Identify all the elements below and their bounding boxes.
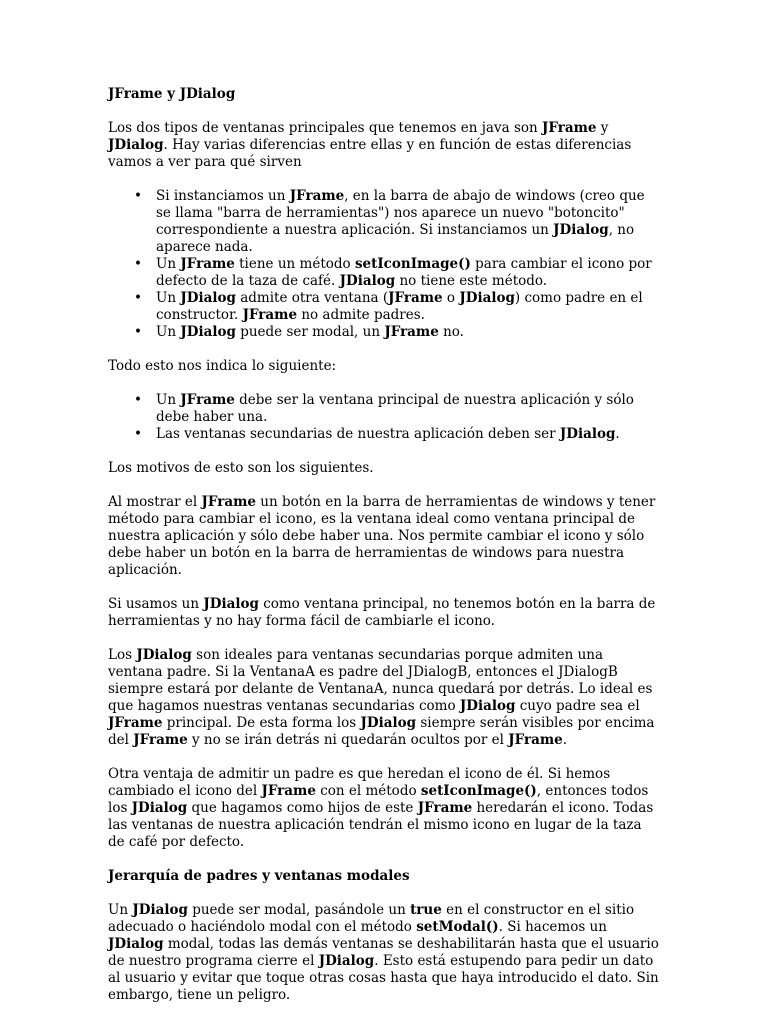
body-paragraph: Los JDialog son ideales para ventanas secundarias porque admiten una ventana padre. Si la VentanaA es padre del JDialogB, entonces el JDialogB siempre estará por delante de VentanaA, nunca quedará por detrás. Lo ideal es que hagamos nuestras ventanas secundarias como JDialog cuyo padre sea el JFrame principal. De esta forma los JDialog siempre serán visibles por encima del JFrame y no se irán detrás ni quedarán ocultos por el JFrame. (108, 647, 655, 748)
bold-term: setIconImage() (420, 783, 537, 799)
bold-term: setModal() (416, 919, 499, 935)
bold-term: JFrame (180, 392, 235, 408)
bold-term: JFrame (541, 120, 597, 136)
bold-term: JDialog (559, 426, 616, 442)
bold-term: JFrame (180, 256, 235, 272)
body-paragraph: Si usamos un JDialog como ventana principal, no tenemos botón en la barra de herramientas y no hay forma fácil de cambiarle el icono. (108, 596, 656, 629)
bold-term: JDialog (132, 902, 188, 918)
body-paragraph: Al mostrar el JFrame un botón en la barra de herramientas de windows y tener método para cambiar el icono, es la ventana ideal como ventana principal de nuestra aplicación y sólo debe haber una. Nos permite cambiar el icono y sólo debe haber un botón en la barra de herramientas de windows para nuestra aplicación. (108, 494, 656, 578)
list-item: • Un JFrame tiene un método setIconImage() para cambiar el icono por defecto de la taza de café. JDialog no tiene este método. (156, 256, 660, 290)
bold-term: JDialog (108, 137, 164, 153)
bold-term: JDialog (553, 222, 609, 238)
bold-term: JFrame (508, 732, 563, 748)
bold-term: JDialog (180, 290, 236, 306)
bold-term: JFrame (133, 732, 188, 748)
bold-term: JFrame (388, 290, 443, 306)
list-item: • Un JFrame debe ser la ventana principal de nuestra aplicación y sólo debe haber una. (156, 392, 660, 426)
bold-term: JDialog (180, 324, 236, 340)
bold-term: JFrame (384, 324, 439, 340)
bold-term: JFrame (242, 307, 298, 323)
body-paragraph: Otra ventaja de admitir un padre es que heredan el icono de él. Si hemos cambiado el icono del JFrame con el método setIconImage(), entonces todos los JDialog que hagamos como hijos de este JFrame heredarán el icono. Todas las ventanas de nuestra aplicación tendrán el mismo icono en lugar de la taza de café por defecto. (108, 766, 654, 850)
bold-term: JFrame (108, 715, 163, 731)
bold-term: JDialog (318, 953, 375, 969)
body-paragraph: Los motivos de esto son los siguientes. (108, 460, 374, 476)
bold-term: JDialog (203, 596, 259, 612)
list-item: • Un JDialog puede ser modal, un JFrame no. (156, 324, 660, 341)
bold-term: JDialog (136, 647, 192, 663)
bold-term: true (410, 902, 442, 918)
summary-intro-paragraph: Todo esto nos indica lo siguiente: (108, 358, 337, 374)
bold-term: JDialog (459, 290, 515, 306)
document-title: JFrame y JDialog (108, 86, 236, 102)
intro-paragraph: Los dos tipos de ventanas principales que tenemos en java son JFrame y JDialog. Hay varias diferencias entre ellas y en función de estas diferencias vamos a ver para qué sirven (108, 120, 632, 170)
list-item: • Un JDialog admite otra ventana (JFrame o JDialog) como padre en el constructor. JFrame no admite padres. (156, 290, 660, 324)
bold-term: JFrame (289, 188, 345, 204)
bold-term: JFrame (417, 800, 473, 816)
section-title: Jerarquía de padres y ventanas modales (108, 868, 410, 884)
bold-term: JDialog (131, 800, 188, 816)
bold-term: JDialog (360, 715, 417, 731)
conclusions-list (108, 392, 660, 443)
bold-term: JFrame (201, 494, 256, 510)
list-item: • Si instanciamos un JFrame, en la barra de abajo de windows (creo que se llama "barra de herramientas") nos aparece un nuevo "botoncito" correspondiente a nuestra aplicación. Si instanciamos un JDialog, no aparece nada. (156, 188, 660, 256)
bold-term: JDialog (339, 273, 396, 289)
bold-term: JDialog (108, 936, 164, 952)
bold-term: setIconImage() (354, 256, 471, 272)
differences-list (108, 188, 660, 341)
bold-term: JFrame (261, 783, 316, 799)
list-item: • Las ventanas secundarias de nuestra aplicación deben ser JDialog. (156, 426, 660, 443)
section-paragraph: Un JDialog puede ser modal, pasándole un true en el constructor en el sitio adecuado o haciéndolo modal con el método setModal(). Si hacemos un JDialog modal, todas las demás ventanas se deshabilitarán hasta que el usuario de nuestro programa cierre el JDialog. Esto está estupendo para pedir un dato al usuario y evitar que toque otras cosas hasta que haya introducido el dato. Sin embargo, tiene un peligro. (108, 902, 659, 1003)
bold-term: JDialog (459, 698, 516, 714)
